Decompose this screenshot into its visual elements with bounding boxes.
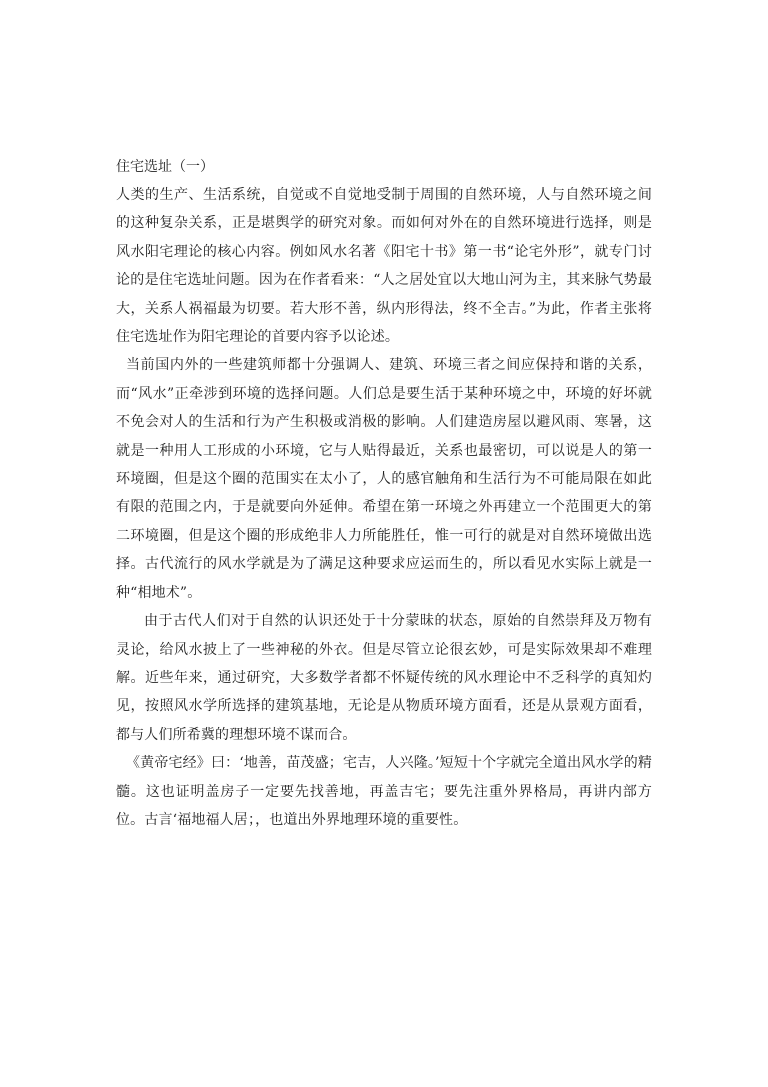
paragraph-2: 当前国内外的一些建筑师都十分强调人、建筑、环境三者之间应保持和谐的关系，而“风水”正牵涉到环境的选择问题。人们总是要生活于某种环境之中，环境的好坏就不免会对人的生活和行为产生积极或消极的影响。人们建造房屋以避风雨、寒暑，这就是一种用人工形成的小环境，它与人贴得最近，关系也最密切，可以说是人的第一环境圈，但是这个圈的范围实在太小了，人的感官触角和生活行为不可能局限在如此有限的范围之内，于是就要向外延伸。希望在第一环境之外再建立一个范围更大的第二环境圈，但是这个圈的形成绝非人力所能胜任，惟一可行的就是对自然环境做出选择。古代流行的风水学就是为了满足这种要求应运而生的，所以看见水实际上就是一种“相地术”。 bbox=[116, 357, 652, 601]
paragraph-3: 由于古代人们对于自然的认识还处于十分蒙昧的状态，原始的自然崇拜及万物有灵论，给风水披上了一些神秘的外衣。但是尽管立论很玄妙，可是实际效果却不难理解。近些年来，通过研究，大多数学者都不怀疑传统的风水理论中不乏科学的真知灼见，按照风水学所选择的建筑基地，无论是从物质环境方面看，还是从景观方面看，都与人们所希冀的理想环境不谋而合。 bbox=[116, 613, 652, 743]
paragraph-1: 人类的生产、生活系统，自觉或不自觉地受制于周围的自然环境，人与自然环境之间的这种复杂关系，正是堪舆学的研究对象。而如何对外在的自然环境进行选择，则是风水阳宅理论的核心内容。例如风水名著《阳宅十书》第一书“论宅外形”，就专门讨论的是住宅选址问题。因为在作者看来：“人之居处宜以大地山河为主，其来脉气势最大，关系人祸福最为切要。若大形不善，纵内形得法，终不全吉。”为此，作者主张将住宅选址作为阳宅理论的首要内容予以论述。 bbox=[116, 187, 652, 346]
paragraph-4: 《黄帝宅经》曰：‘地善，苗茂盛；宅吉，人兴隆。’短短十个字就完全道出风水学的精髓。这也证明盖房子一定要先找善地，再盖吉宅；要先注重外界格局，再讲内部方位。古言‘福地福人居；，也道出外界地理环境的重要性。 bbox=[116, 755, 652, 828]
document-title: 住宅选址（一） bbox=[116, 159, 214, 175]
document-page bbox=[116, 153, 652, 834]
